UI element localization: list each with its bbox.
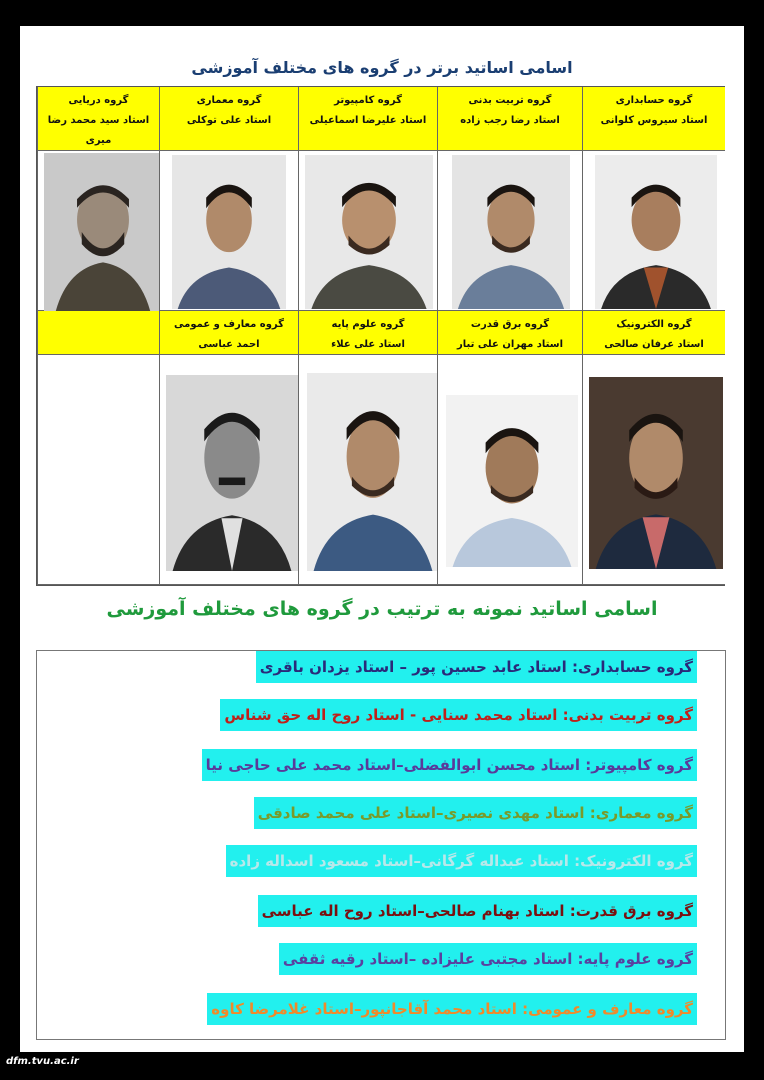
- teacher-portrait: [44, 153, 162, 311]
- header-cell-power: [437, 311, 582, 355]
- teacher-portrait: [589, 377, 723, 569]
- header-cell-physical-education: [437, 87, 582, 151]
- header-cell-marine: [37, 87, 159, 151]
- teacher-portrait: [446, 395, 578, 567]
- teacher-portrait: [166, 375, 298, 571]
- line-text: گروه معارف و عمومی: استاد محمد آقاجانپور–استاد غلامرضا کاوه: [211, 1000, 693, 1018]
- group-label: گروه حسابداری: [615, 95, 693, 106]
- header-cell-general: [159, 311, 298, 355]
- poster-page: [20, 26, 744, 1052]
- teacher-name: استاد عرفان صالحی: [604, 339, 704, 350]
- teacher-portrait: [307, 373, 439, 571]
- photo-cell-5: [582, 151, 725, 311]
- photo-cell-4: [437, 151, 582, 311]
- group-label: گروه دریایی: [68, 95, 129, 106]
- teacher-name: احمد عباسی: [198, 339, 260, 350]
- sample-line-6: [258, 895, 697, 927]
- sample-line-1: [256, 651, 697, 683]
- line-text: گروه حسابداری: استاد عابد حسین پور – استاد یزدان باقری: [259, 658, 693, 676]
- sample-line-5: [226, 845, 697, 877]
- bottom-title: اسامی اساتید نمونه به ترتیب در گروه های مختلف آموزشی: [106, 598, 658, 620]
- teacher-name: استاد علیرضا اسماعیلی: [309, 115, 427, 126]
- header-cell-empty: [37, 311, 159, 355]
- group-label: گروه برق قدرت: [470, 319, 550, 330]
- group-label: گروه معماری: [196, 95, 262, 106]
- header-cell-architecture: [159, 87, 298, 151]
- photo-cell-empty: [37, 355, 159, 585]
- footer-url: dfm.tvu.ac.ir: [6, 1056, 79, 1067]
- photo-cell-1: [37, 151, 159, 311]
- teacher-portrait: [305, 155, 433, 309]
- line-text: گروه الکترونیک: استاد عبداله گرگانی–استاد مسعود اسداله زاده: [229, 852, 693, 870]
- line-text: گروه تربیت بدنی: استاد محمد سنایی - استاد روح اله حق شناس: [224, 706, 693, 724]
- line-text: گروه کامپیوتر: استاد محسن ابوالفضلی–استاد محمد علی حاجی نیا: [205, 756, 693, 774]
- photo-cell-6: [159, 355, 298, 585]
- teacher-name: استاد سیروس کلوانی: [600, 115, 708, 126]
- teacher-name: استاد رضا رجب زاده: [460, 115, 560, 126]
- header-cell-basic-sciences: [298, 311, 437, 355]
- teacher-name: استاد علی علاء: [331, 339, 405, 350]
- teachers-grid: [36, 86, 725, 586]
- line-text: گروه علوم پایه: استاد مجتبی علیزاده –استاد رقیه ثقفی: [282, 950, 693, 968]
- teacher-portrait: [452, 155, 570, 309]
- header-cell-computer: [298, 87, 437, 151]
- sample-line-3: [202, 749, 697, 781]
- photo-cell-8: [437, 355, 582, 585]
- sample-line-2: [220, 699, 697, 731]
- group-label: گروه کامپیوتر: [334, 95, 402, 106]
- teacher-name-cont: میری: [85, 135, 112, 146]
- line-text: گروه برق قدرت: استاد بهنام صالحی–استاد روح اله عباسی: [261, 902, 693, 920]
- group-label: گروه معارف و عمومی: [174, 319, 284, 330]
- photo-cell-9: [582, 355, 725, 585]
- photo-cell-3: [298, 151, 437, 311]
- header-cell-accounting: [582, 87, 725, 151]
- sample-line-4: [254, 797, 697, 829]
- teacher-portrait: [595, 155, 717, 309]
- sample-teachers-box: [36, 650, 726, 1040]
- photo-cell-2: [159, 151, 298, 311]
- group-label: گروه الکترونیک: [616, 319, 692, 330]
- top-title: اسامی اساتید برتر در گروه های مختلف آموزشی: [191, 58, 573, 77]
- teacher-name: استاد علی توکلی: [186, 115, 272, 126]
- teacher-name: استاد مهران علی تبار: [456, 339, 564, 350]
- teacher-name: استاد سید محمد رضا: [47, 115, 150, 126]
- photo-cell-7: [298, 355, 437, 585]
- sample-line-7: [279, 943, 697, 975]
- sample-line-8: [207, 993, 697, 1025]
- teacher-portrait: [172, 155, 286, 309]
- header-cell-electronics: [582, 311, 725, 355]
- line-text: گروه معماری: استاد مهدی نصیری–استاد علی محمد صادقی: [257, 804, 693, 822]
- group-label: گروه علوم پایه: [331, 319, 405, 330]
- group-label: گروه تربیت بدنی: [468, 95, 552, 106]
